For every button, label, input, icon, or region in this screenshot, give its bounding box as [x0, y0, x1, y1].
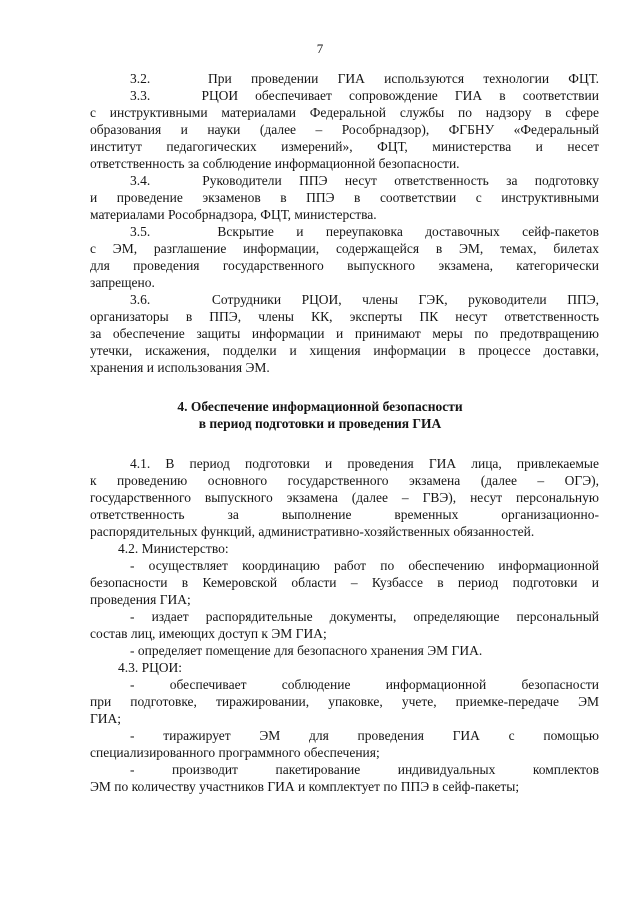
paragraph-line: 3.3. РЦОИ обеспечивает сопровождение ГИА в соответствии: [130, 88, 599, 103]
paragraph-line: ГИА;: [90, 711, 122, 726]
paragraph-line: 3.5. Вскрытие и переупаковка доставочных сейф-пакетов: [130, 224, 599, 239]
paragraph-line: ответственность за соблюдение информационной безопасности.: [90, 156, 460, 171]
paragraph-line: 4.1. В период подготовки и проведения ГИА лица, привлекаемые: [130, 456, 599, 471]
paragraph-line: ЭМ по количеству участников ГИА и комплектует по ППЭ в сейф-пакеты;: [90, 779, 520, 794]
paragraph-line: - производит пакетирование индивидуальных комплектов: [130, 762, 599, 777]
section-heading: в период подготовки и проведения ГИА: [198, 416, 442, 431]
paragraph-line: 3.4. Руководители ППЭ несут ответственность за подготовку: [130, 173, 599, 188]
paragraph-line: специализированного программного обеспечения;: [90, 745, 380, 760]
section-heading: 4. Обеспечение информационной безопасности: [177, 399, 463, 414]
paragraph-line: материалами Рособрнадзора, ФЦТ, министерства.: [90, 207, 377, 222]
paragraph-line: утечки, искажения, подделки и хищения информации в процессе доставки,: [90, 343, 599, 358]
paragraph-line: с ЭМ, разглашение информации, содержащейся в ЭМ, темах, билетах: [90, 241, 599, 256]
paragraph-line: 3.6. Сотрудники РЦОИ, члены ГЭК, руководители ППЭ,: [130, 292, 599, 307]
paragraph-line: - осуществляет координацию работ по обеспечению информационной: [130, 558, 599, 573]
paragraph-line: для проведения государственного выпускного экзамена, категорически: [90, 258, 599, 273]
paragraph-line: институт педагогических измерений», ФЦТ, министерства и несет: [90, 139, 599, 154]
paragraph-line: - издает распорядительные документы, определяющие персональный: [130, 609, 599, 624]
paragraph-line: - тиражирует ЭМ для проведения ГИА с помощью: [130, 728, 599, 743]
paragraph-line: к проведению основного государственного экзамена (далее – ОГЭ),: [90, 473, 599, 488]
paragraph-line: запрещено.: [90, 275, 155, 290]
paragraph-line: организаторы в ППЭ, члены КК, эксперты ПК несут ответственность: [90, 309, 599, 324]
paragraph-line: с инструктивными материалами Федеральной службы по надзору в сфере: [90, 105, 599, 120]
paragraph-line: - определяет помещение для безопасного хранения ЭМ ГИА.: [130, 643, 483, 658]
paragraph-line: состав лиц, имеющих доступ к ЭМ ГИА;: [90, 626, 327, 641]
paragraph-line: 4.2. Министерство:: [118, 541, 229, 556]
paragraph-line: проведения ГИА;: [90, 592, 191, 607]
paragraph-line: ответственность за выполнение временных организационно-: [90, 507, 599, 522]
paragraph-line: хранения и использования ЭМ.: [90, 360, 270, 375]
paragraph-line: - обеспечивает соблюдение информационной безопасности: [130, 677, 599, 692]
paragraph-line: при подготовке, тиражировании, упаковке, учете, приемке-передаче ЭМ: [90, 694, 599, 709]
paragraph-line: 4.3. РЦОИ:: [118, 660, 182, 675]
paragraph-line: 3.2. При проведении ГИА используются технологии ФЦТ.: [130, 71, 599, 86]
paragraph-line: безопасности в Кемеровской области – Кузбассе в период подготовки и: [90, 575, 599, 590]
paragraph-line: и проведение экзаменов в ППЭ в соответствии с инструктивными: [90, 190, 599, 205]
paragraph-line: образования и науки (далее – Рособрнадзор), ФГБНУ «Федеральный: [90, 122, 599, 137]
page-number: 7: [316, 41, 324, 56]
paragraph-line: распорядительных функций, административно-хозяйственных обязанностей.: [90, 524, 535, 539]
paragraph-line: за обеспечение защиты информации и принимают меры по предотвращению: [90, 326, 599, 341]
paragraph-line: государственного выпускного экзамена (далее – ГВЭ), несут персональную: [90, 490, 599, 505]
